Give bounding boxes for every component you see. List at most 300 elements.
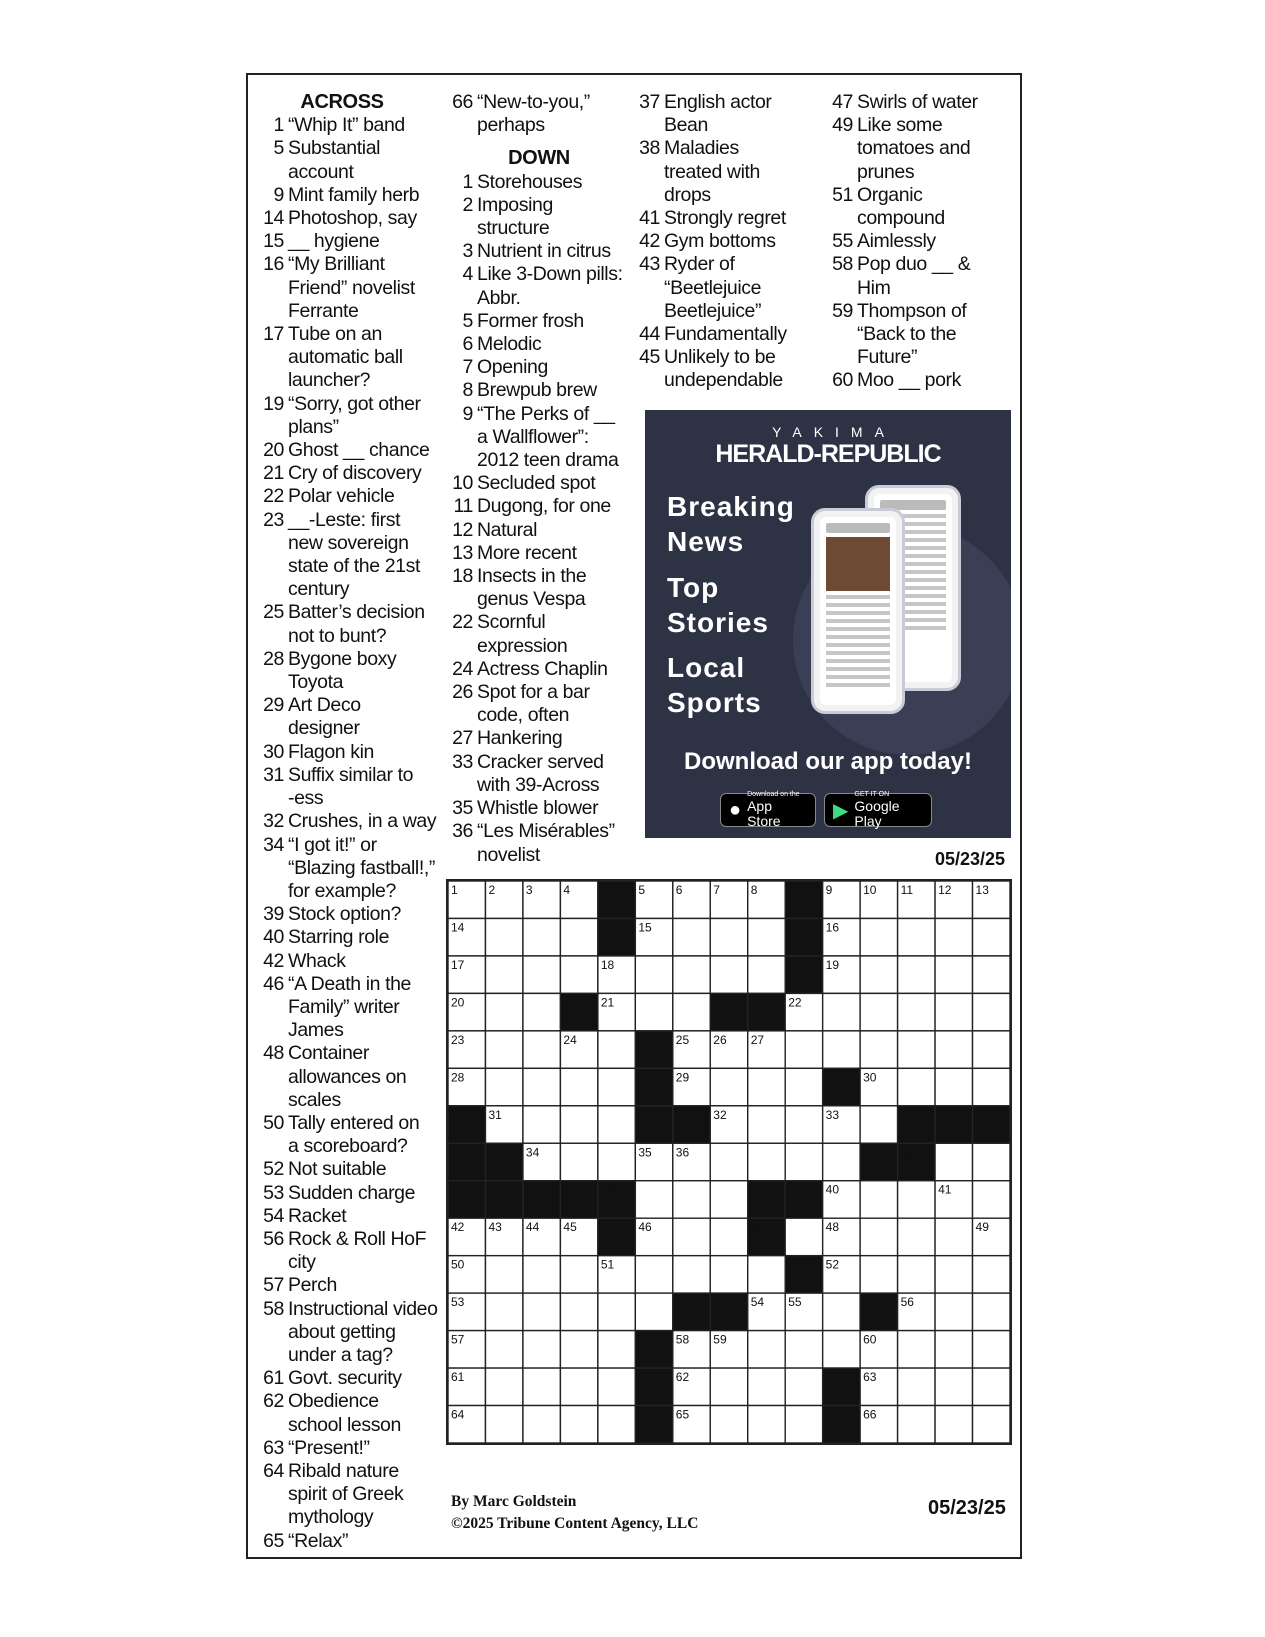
clue-text-line: Substantial [288, 137, 381, 160]
grid-cell[interactable] [485, 1068, 522, 1105]
clue-number: 22 [452, 611, 473, 634]
grid-cell[interactable] [523, 1106, 560, 1143]
clue-item[interactable] [446, 542, 636, 565]
grid-cell[interactable] [635, 993, 672, 1030]
clue-text-line: code, often [477, 704, 570, 727]
clue-text [664, 137, 823, 207]
grid-cell[interactable] [860, 956, 897, 993]
grid-cell[interactable] [823, 993, 860, 1030]
clue-text [288, 741, 447, 764]
grid-cell[interactable] [898, 1368, 935, 1405]
clue-item[interactable] [257, 694, 447, 740]
clue-text-line: “Back to the [857, 323, 957, 346]
grid-block [635, 1368, 672, 1405]
grid-cell[interactable] [523, 1256, 560, 1293]
grid-cell[interactable] [560, 1068, 597, 1105]
cell-number: 48 [825, 1220, 840, 1235]
grid-cell[interactable] [898, 1331, 935, 1368]
clue-text-line: Pop duo __ & [857, 253, 971, 276]
grid-cell[interactable] [635, 1293, 672, 1330]
grid-cell[interactable] [860, 1181, 897, 1218]
grid-cell[interactable] [935, 956, 972, 993]
grid-cell[interactable] [748, 1106, 785, 1143]
grid-cell[interactable] [785, 1406, 822, 1443]
grid-cell[interactable] [485, 956, 522, 993]
grid-cell[interactable] [523, 1293, 560, 1330]
grid-cell[interactable] [898, 1256, 935, 1293]
clue-text-line: English actor [664, 91, 772, 113]
clue-text-line: Perch [288, 1274, 337, 1297]
grid-cell[interactable] [560, 1256, 597, 1293]
clue-text-line: “New-to-you,” [477, 91, 590, 113]
clue-text-line: Like 3-Down pills: [477, 263, 623, 286]
grid-cell[interactable] [898, 956, 935, 993]
clue-item[interactable] [446, 472, 636, 495]
grid-cell[interactable] [823, 1331, 860, 1368]
clue-item[interactable] [446, 263, 636, 309]
clue-number: 21 [263, 462, 284, 485]
grid-cell[interactable] [935, 993, 972, 1030]
grid-cell[interactable] [598, 1293, 635, 1330]
clue-text-line: perhaps [477, 114, 545, 137]
google-play-badge[interactable] [824, 793, 932, 827]
grid-cell[interactable] [935, 1031, 972, 1068]
grid-cell[interactable] [523, 1368, 560, 1405]
cell-number: 45 [563, 1220, 577, 1235]
cell-number: 33 [825, 1107, 840, 1122]
clue-item[interactable] [257, 601, 447, 647]
cell-number: 9 [825, 883, 833, 897]
clue-item[interactable] [446, 379, 636, 402]
grid-cell[interactable] [748, 1368, 785, 1405]
clue-item[interactable] [257, 114, 447, 137]
grid-cell[interactable] [898, 1068, 935, 1105]
grid-cell[interactable] [860, 918, 897, 955]
grid-cell[interactable] [935, 1406, 972, 1443]
grid-cell[interactable] [673, 993, 710, 1030]
grid-cell[interactable] [485, 1031, 522, 1068]
grid-cell[interactable] [973, 1031, 1010, 1068]
grid-cell[interactable] [673, 1218, 710, 1255]
grid-cell[interactable] [710, 1218, 747, 1255]
clue-item[interactable] [633, 207, 823, 230]
clue-item[interactable] [257, 1367, 447, 1390]
grid-cell[interactable] [935, 1293, 972, 1330]
clue-item[interactable] [633, 323, 823, 346]
grid-cell[interactable] [598, 1143, 635, 1180]
grid-cell[interactable] [785, 1068, 822, 1105]
clue-item[interactable] [446, 91, 636, 137]
clue-item[interactable] [257, 1298, 447, 1368]
grid-cell[interactable] [898, 918, 935, 955]
grid-cell[interactable] [673, 918, 710, 955]
clue-text [857, 184, 1016, 230]
clue-text [477, 820, 636, 866]
clue-text-line: Bean [664, 114, 708, 137]
clue-number: 39 [263, 903, 284, 926]
clue-item[interactable] [446, 611, 636, 657]
clue-item[interactable] [257, 764, 447, 810]
grid-svg[interactable] [448, 881, 1010, 1443]
grid-cell[interactable] [523, 993, 560, 1030]
clue-item[interactable] [446, 333, 636, 356]
clue-item[interactable] [257, 439, 447, 462]
clue-text-line: expression [477, 634, 568, 657]
grid-cell[interactable] [598, 1331, 635, 1368]
clue-number: 60 [832, 369, 853, 392]
clue-item[interactable] [257, 973, 447, 1043]
grid-cell[interactable] [635, 1181, 672, 1218]
clue-item[interactable] [633, 230, 823, 253]
grid-cell[interactable] [823, 1031, 860, 1068]
grid-block [635, 1331, 672, 1368]
clue-item[interactable] [257, 1460, 447, 1530]
grid-cell[interactable] [973, 1068, 1010, 1105]
clue-item[interactable] [826, 91, 1016, 114]
grid-cell[interactable] [710, 1068, 747, 1105]
clue-item[interactable] [446, 820, 636, 866]
grid-cell[interactable] [785, 1031, 822, 1068]
clue-item[interactable] [257, 462, 447, 485]
clue-item[interactable] [257, 903, 447, 926]
clue-number: 64 [263, 1459, 284, 1482]
clue-number: 31 [263, 763, 284, 786]
grid-cell[interactable] [710, 1256, 747, 1293]
grid-cell[interactable] [485, 1293, 522, 1330]
cell-number: 34 [525, 1145, 540, 1160]
clue-item[interactable] [633, 91, 823, 137]
clue-item[interactable] [446, 171, 636, 194]
clue-text-line: Whack [288, 949, 346, 972]
clue-text-line: school lesson [288, 1413, 401, 1436]
cell-number: 29 [675, 1070, 690, 1085]
grid-cell[interactable] [710, 956, 747, 993]
clue-text-line: Cracker served [477, 750, 604, 773]
grid-cell[interactable] [485, 1331, 522, 1368]
cell-number: 1 [451, 883, 458, 897]
grid-cell[interactable] [560, 1293, 597, 1330]
clue-item[interactable] [257, 323, 447, 393]
cell-number: 23 [451, 1032, 465, 1047]
clue-text [477, 333, 636, 356]
grid-cell[interactable] [635, 1256, 672, 1293]
clue-item[interactable] [446, 495, 636, 518]
clue-text-line: novelist [477, 843, 540, 866]
cell-number: 61 [451, 1370, 465, 1385]
grid-cell[interactable] [485, 1406, 522, 1443]
clue-item[interactable] [257, 184, 447, 207]
grid-cell[interactable] [560, 956, 597, 993]
cell-number: 57 [451, 1332, 465, 1347]
clue-item[interactable] [446, 240, 636, 263]
grid-cell[interactable] [748, 956, 785, 993]
grid-cell[interactable] [710, 1368, 747, 1405]
grid-cell[interactable] [673, 956, 710, 993]
grid-cell[interactable] [560, 1406, 597, 1443]
clue-text [664, 207, 823, 230]
grid-cell[interactable] [560, 1143, 597, 1180]
grid-cell[interactable] [560, 918, 597, 955]
clue-number: 1 [273, 114, 284, 137]
grid-cell[interactable] [823, 1293, 860, 1330]
clue-item[interactable] [257, 926, 447, 949]
grid-block [560, 1181, 597, 1218]
clue-item[interactable] [257, 1158, 447, 1181]
clue-item[interactable] [257, 1530, 447, 1553]
cell-number: 16 [825, 920, 840, 935]
grid-block [448, 1143, 485, 1180]
grid-cell[interactable] [485, 918, 522, 955]
grid-cell[interactable] [935, 1218, 972, 1255]
clue-text [664, 91, 823, 137]
clue-item[interactable] [257, 1390, 447, 1436]
clue-item[interactable] [826, 253, 1016, 299]
clue-number: 51 [832, 183, 853, 206]
grid-cell[interactable] [973, 918, 1010, 955]
clue-item[interactable] [446, 356, 636, 379]
grid-cell[interactable] [635, 956, 672, 993]
cell-number: 47 [750, 1220, 765, 1235]
clue-text-line: Ryder of [664, 253, 735, 276]
clue-text-line: Natural [477, 518, 538, 541]
grid-cell[interactable] [785, 1331, 822, 1368]
clue-text [288, 764, 447, 810]
clue-text-line: Govt. security [288, 1367, 402, 1390]
clue-item[interactable] [446, 658, 636, 681]
ad-city: YAKIMA [772, 424, 896, 440]
clue-text-line: drops [664, 183, 711, 206]
clue-item[interactable] [446, 727, 636, 750]
grid-cell[interactable] [860, 1031, 897, 1068]
grid-cell[interactable] [523, 1068, 560, 1105]
clue-item[interactable] [446, 194, 636, 240]
grid-cell[interactable] [860, 1218, 897, 1255]
clue-item[interactable] [446, 519, 636, 542]
clue-text [288, 834, 447, 904]
grid-cell[interactable] [898, 1218, 935, 1255]
grid-cell[interactable] [560, 1106, 597, 1143]
grid-cell[interactable] [935, 1068, 972, 1105]
clue-text-line: Brewpub brew [477, 379, 597, 402]
grid-cell[interactable] [710, 1181, 747, 1218]
clue-item[interactable] [826, 369, 1016, 392]
cell-number: 36 [675, 1145, 690, 1160]
clue-item[interactable] [257, 1182, 447, 1205]
grid-cell[interactable] [898, 993, 935, 1030]
clue-text-line: scales [288, 1088, 341, 1111]
clue-item[interactable] [826, 114, 1016, 184]
clue-item[interactable] [257, 1274, 447, 1297]
clue-item[interactable] [257, 393, 447, 439]
grid-cell[interactable] [973, 1256, 1010, 1293]
clue-item[interactable] [257, 509, 447, 602]
clue-text [288, 462, 447, 485]
grid-cell[interactable] [560, 1331, 597, 1368]
grid-cell[interactable] [973, 1368, 1010, 1405]
grid-block [598, 1218, 635, 1255]
clue-item[interactable] [446, 565, 636, 611]
grid-cell[interactable] [748, 1331, 785, 1368]
clue-number: 41 [639, 207, 660, 230]
app-advertisement[interactable] [645, 410, 1011, 838]
grid-cell[interactable] [898, 1406, 935, 1443]
grid-cell[interactable] [523, 1406, 560, 1443]
grid-block [935, 1106, 972, 1143]
grid-cell[interactable] [598, 1068, 635, 1105]
clue-text-line: Family” writer [288, 995, 400, 1018]
clue-item[interactable] [257, 207, 447, 230]
clue-number: 9 [462, 402, 473, 425]
clue-number: 44 [639, 323, 660, 346]
grid-block [785, 1256, 822, 1293]
clue-number: 29 [263, 694, 284, 717]
clue-number: 12 [452, 518, 473, 541]
clue-text-line: Bygone boxy [288, 647, 397, 670]
grid-cell[interactable] [860, 1256, 897, 1293]
grid-cell[interactable] [523, 1031, 560, 1068]
clue-number: 38 [639, 137, 660, 160]
clue-text [288, 1437, 447, 1460]
grid-cell[interactable] [973, 1331, 1010, 1368]
grid-cell[interactable] [748, 1143, 785, 1180]
clue-item[interactable] [257, 137, 447, 183]
cell-number: 62 [675, 1370, 690, 1385]
grid-cell[interactable] [935, 1368, 972, 1405]
grid-cell[interactable] [935, 1143, 972, 1180]
grid-cell[interactable] [560, 1368, 597, 1405]
grid-cell[interactable] [710, 1406, 747, 1443]
grid-cell[interactable] [973, 1181, 1010, 1218]
grid-cell[interactable] [523, 956, 560, 993]
clue-column-3 [633, 91, 823, 393]
grid-cell[interactable] [710, 1143, 747, 1180]
clue-number: 55 [832, 230, 853, 253]
grid-cell[interactable] [748, 1406, 785, 1443]
clue-item[interactable] [257, 1205, 447, 1228]
grid-cell[interactable] [710, 918, 747, 955]
grid-cell[interactable] [785, 1218, 822, 1255]
clue-item[interactable] [446, 310, 636, 333]
clue-item[interactable] [257, 834, 447, 904]
clue-item[interactable] [257, 1228, 447, 1274]
grid-cell[interactable] [785, 1368, 822, 1405]
clue-item[interactable] [633, 253, 823, 323]
grid-cell[interactable] [748, 918, 785, 955]
grid-cell[interactable] [898, 1031, 935, 1068]
clue-text-line: Photoshop, say [288, 207, 417, 230]
grid-cell[interactable] [523, 918, 560, 955]
cell-number: 11 [900, 883, 914, 897]
grid-cell[interactable] [485, 1368, 522, 1405]
cell-number: 65 [675, 1407, 690, 1422]
clue-number: 58 [263, 1297, 284, 1320]
grid-cell[interactable] [935, 1256, 972, 1293]
crossword-grid[interactable] [446, 879, 1012, 1445]
clue-number: 27 [452, 727, 473, 750]
grid-cell[interactable] [673, 1181, 710, 1218]
clue-item[interactable] [446, 681, 636, 727]
clue-item[interactable] [446, 403, 636, 473]
clue-item[interactable] [257, 950, 447, 973]
clue-text [477, 658, 636, 681]
grid-cell[interactable] [598, 1368, 635, 1405]
grid-cell[interactable] [935, 918, 972, 955]
clue-item[interactable] [257, 810, 447, 833]
clue-text [477, 356, 636, 379]
grid-cell[interactable] [860, 1106, 897, 1143]
clue-item[interactable] [826, 184, 1016, 230]
grid-cell[interactable] [860, 993, 897, 1030]
grid-cell[interactable] [485, 993, 522, 1030]
grid-cell[interactable] [598, 1031, 635, 1068]
grid-cell[interactable] [748, 1068, 785, 1105]
clue-text-line: Thompson of [857, 299, 967, 322]
clue-text-line: Spot for a bar [477, 681, 590, 704]
grid-cell[interactable] [598, 1406, 635, 1443]
clue-number: 10 [452, 472, 473, 495]
apple-icon: ● [729, 798, 742, 821]
clue-item[interactable] [826, 230, 1016, 253]
clue-item[interactable] [633, 137, 823, 207]
grid-block [485, 1143, 522, 1180]
clue-text [477, 751, 636, 797]
clue-item[interactable] [257, 1112, 447, 1158]
clue-item[interactable] [446, 751, 636, 797]
clue-text-line: not to bunt? [288, 624, 387, 647]
clue-item[interactable] [826, 300, 1016, 370]
clue-text [664, 230, 823, 253]
app-store-badge[interactable] [720, 793, 816, 827]
grid-cell[interactable] [785, 1143, 822, 1180]
clue-number: 14 [263, 207, 284, 230]
grid-cell[interactable] [748, 1256, 785, 1293]
clue-text [477, 472, 636, 495]
grid-cell[interactable] [598, 1106, 635, 1143]
grid-cell[interactable] [935, 1331, 972, 1368]
clue-text [288, 1158, 447, 1181]
clue-item[interactable] [257, 648, 447, 694]
clue-item[interactable] [257, 253, 447, 323]
grid-cell[interactable] [898, 1181, 935, 1218]
grid-cell[interactable] [973, 1293, 1010, 1330]
clue-item[interactable] [257, 1437, 447, 1460]
grid-cell[interactable] [973, 1406, 1010, 1443]
grid-cell[interactable] [523, 1331, 560, 1368]
grid-cell[interactable] [823, 1143, 860, 1180]
grid-cell[interactable] [785, 1106, 822, 1143]
grid-block [785, 956, 822, 993]
grid-cell[interactable] [973, 956, 1010, 993]
clue-item[interactable] [257, 1042, 447, 1112]
clue-item[interactable] [446, 797, 636, 820]
grid-block [673, 1293, 710, 1330]
clue-text-line: Nutrient in citrus [477, 240, 611, 263]
grid-cell[interactable] [973, 993, 1010, 1030]
grid-cell[interactable] [485, 1256, 522, 1293]
ad-line-3: Top [667, 572, 720, 603]
clue-item[interactable] [257, 230, 447, 253]
clue-text-line: Batter’s decision [288, 601, 425, 624]
clue-item[interactable] [633, 346, 823, 392]
clue-item[interactable] [257, 485, 447, 508]
clue-text-line: Tube on an [288, 323, 382, 346]
grid-block [823, 1068, 860, 1105]
cell-number: 39 [600, 1182, 615, 1197]
grid-cell[interactable] [973, 1143, 1010, 1180]
grid-cell[interactable] [673, 1256, 710, 1293]
clue-text [288, 1390, 447, 1436]
clue-item[interactable] [257, 741, 447, 764]
